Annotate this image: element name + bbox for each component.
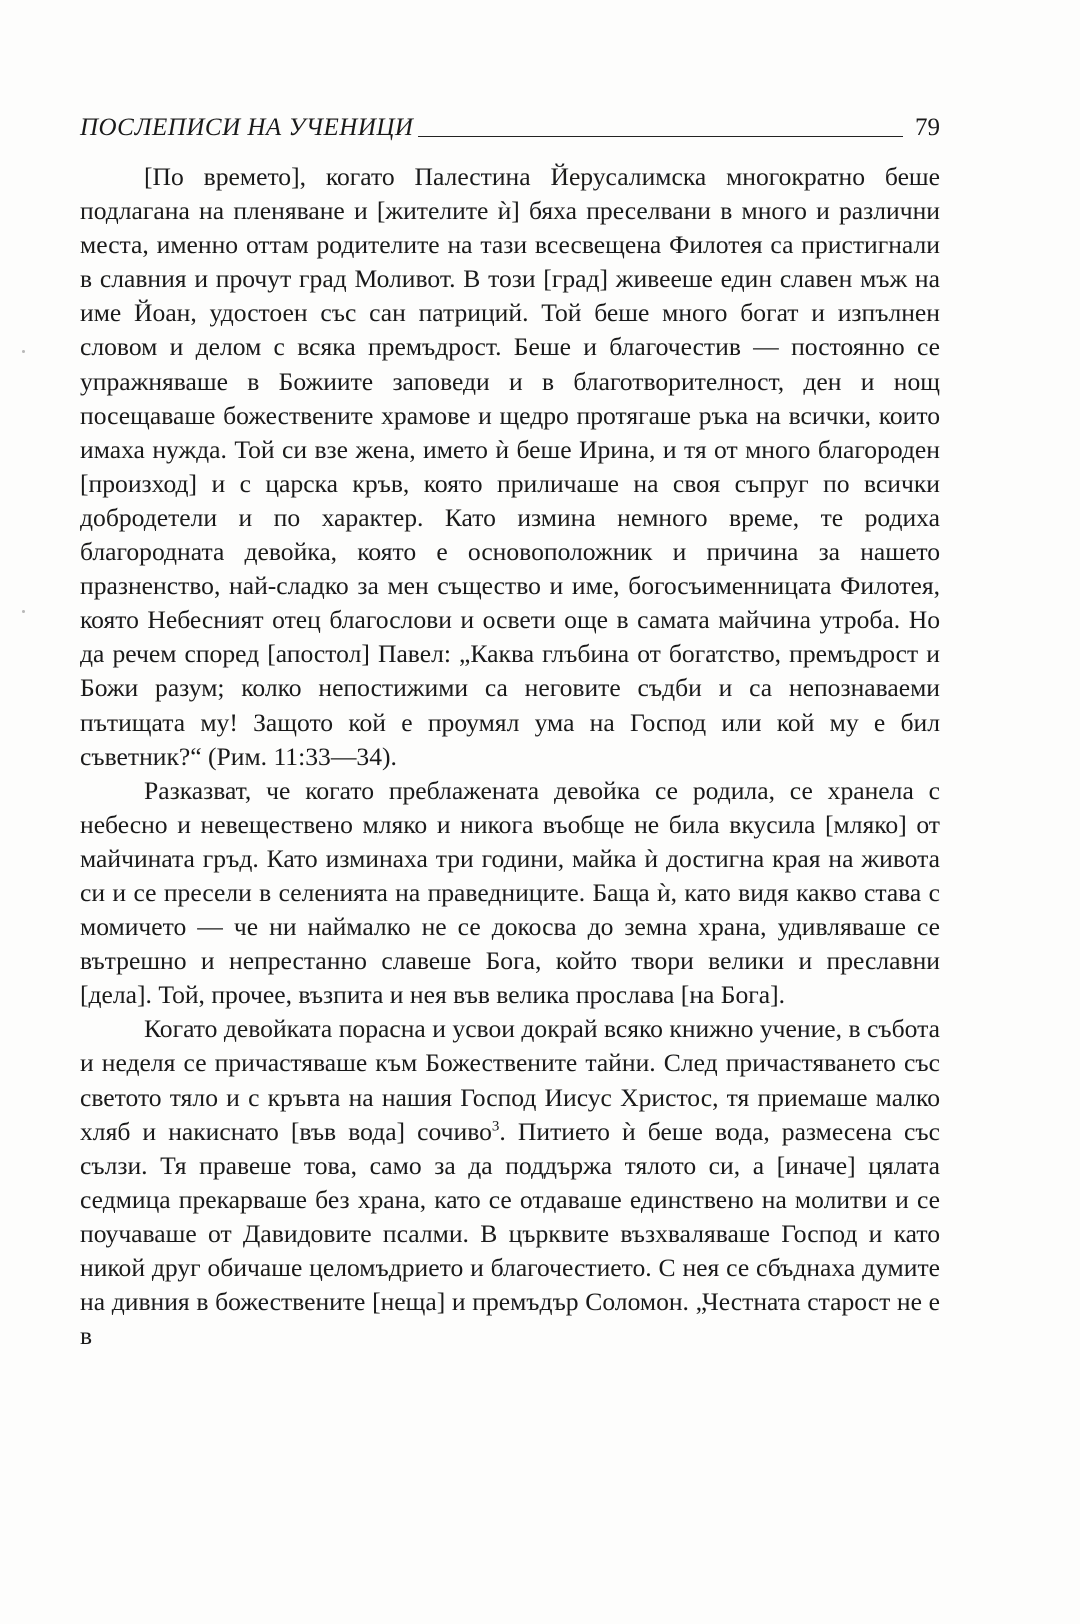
running-header bbox=[80, 100, 940, 140]
page-number: 79 bbox=[915, 114, 940, 141]
footnote-marker: 3 bbox=[491, 1118, 500, 1135]
scan-speck bbox=[22, 610, 25, 613]
body-text bbox=[80, 160, 940, 1353]
running-header-title: ПОСЛЕПИСИ НА УЧЕНИЦИ bbox=[80, 114, 414, 141]
header-rule bbox=[418, 136, 904, 137]
paragraph-2: Разказват, че когато преблажената девойка се родила, се хранела с небесно и невеществено мляко и никога въобще не била вкусила [мляко] от майчината гръд. Като изминаха три години, майка ѝ достигна края на живота си и се пресели в селенията на праведниците. Баща ѝ, като видя какво става с момичето — че ни наймалко не се докосва до земна храна, удивляваше се вътрешно и непрестанно славеше Бога, който твори велики и преславни [дела]. Той, прочее, възпита и нея във велика прослава [на Бога]. bbox=[80, 775, 940, 1010]
scan-speck bbox=[22, 350, 25, 353]
paragraph-3 bbox=[80, 1012, 940, 1353]
paragraph-3-text: Когато девойката порасна и усвои докрай всяко книжно учение, в събота и неделя се причастяваше към Божествените тайни. След причастяването със светото тяло и с кръвта на нашия Господ Иисус Христос, тя приемаше малко хляб и накиснато [във вода] сочиво bbox=[80, 1014, 940, 1146]
paragraph-1: [По времето], когато Палестина Йерусалимска многократно беше подлагана на пленяване и [жителите ѝ] бяха преселвани в много и различни места, именно оттам родителите на тази всесвещена Филотея са пристигнали в славния и прочут град Моливот. В този [град] живееше един славен мъж на име Йоан, удостоен със сан патриций. Той беше много богат и изпълнен словом и делом с всяка премъдрост. Беше и благочестив — постоянно се упражняваше в Божиите заповеди и в благотворителност, ден и нощ посещаваше божествените храмове и щедро протягаше ръка на всички, които имаха нужда. Той си взе жена, името ѝ беше Ирина, и тя от много благороден [произход] и с царска кръв, която приличаше на своя съпруг по всички добродетели и по характер. Като измина немного време, те родиха благородната девойка, която е основоположник и причина за нашето празненство, най-сладко за мен същество и име, богосъименницата Филотея, която Небесният отец благослови и освети още в самата майчина утроба. Но да речем според [апостол] Павел: „Каква глъбина от богатство, премъдрост и Божи разум; колко непостижими са неговите съдби и са непознаваеми пътищата му! Защото кой е проумял ума на Господ или кой му е бил съветник?“ (Рим. 11:33—34). bbox=[80, 162, 940, 771]
paragraph-3-continuation: . Питието ѝ беше вода, размесена със сълзи. Тя правеше това, само за да поддържа тялото си, а [иначе] цялата седмица прекарваше без храна, като се отдаваше единствено на молитви и се поучаваше от Давидовите псалми. В църквите възхваляваше Господ и като никой друг обичаше целомъдрието и благочестието. С нея се сбъднаха думите на дивния в божествените [неща] и премъдър Соломон. „Честната старост не е в bbox=[80, 1116, 940, 1351]
